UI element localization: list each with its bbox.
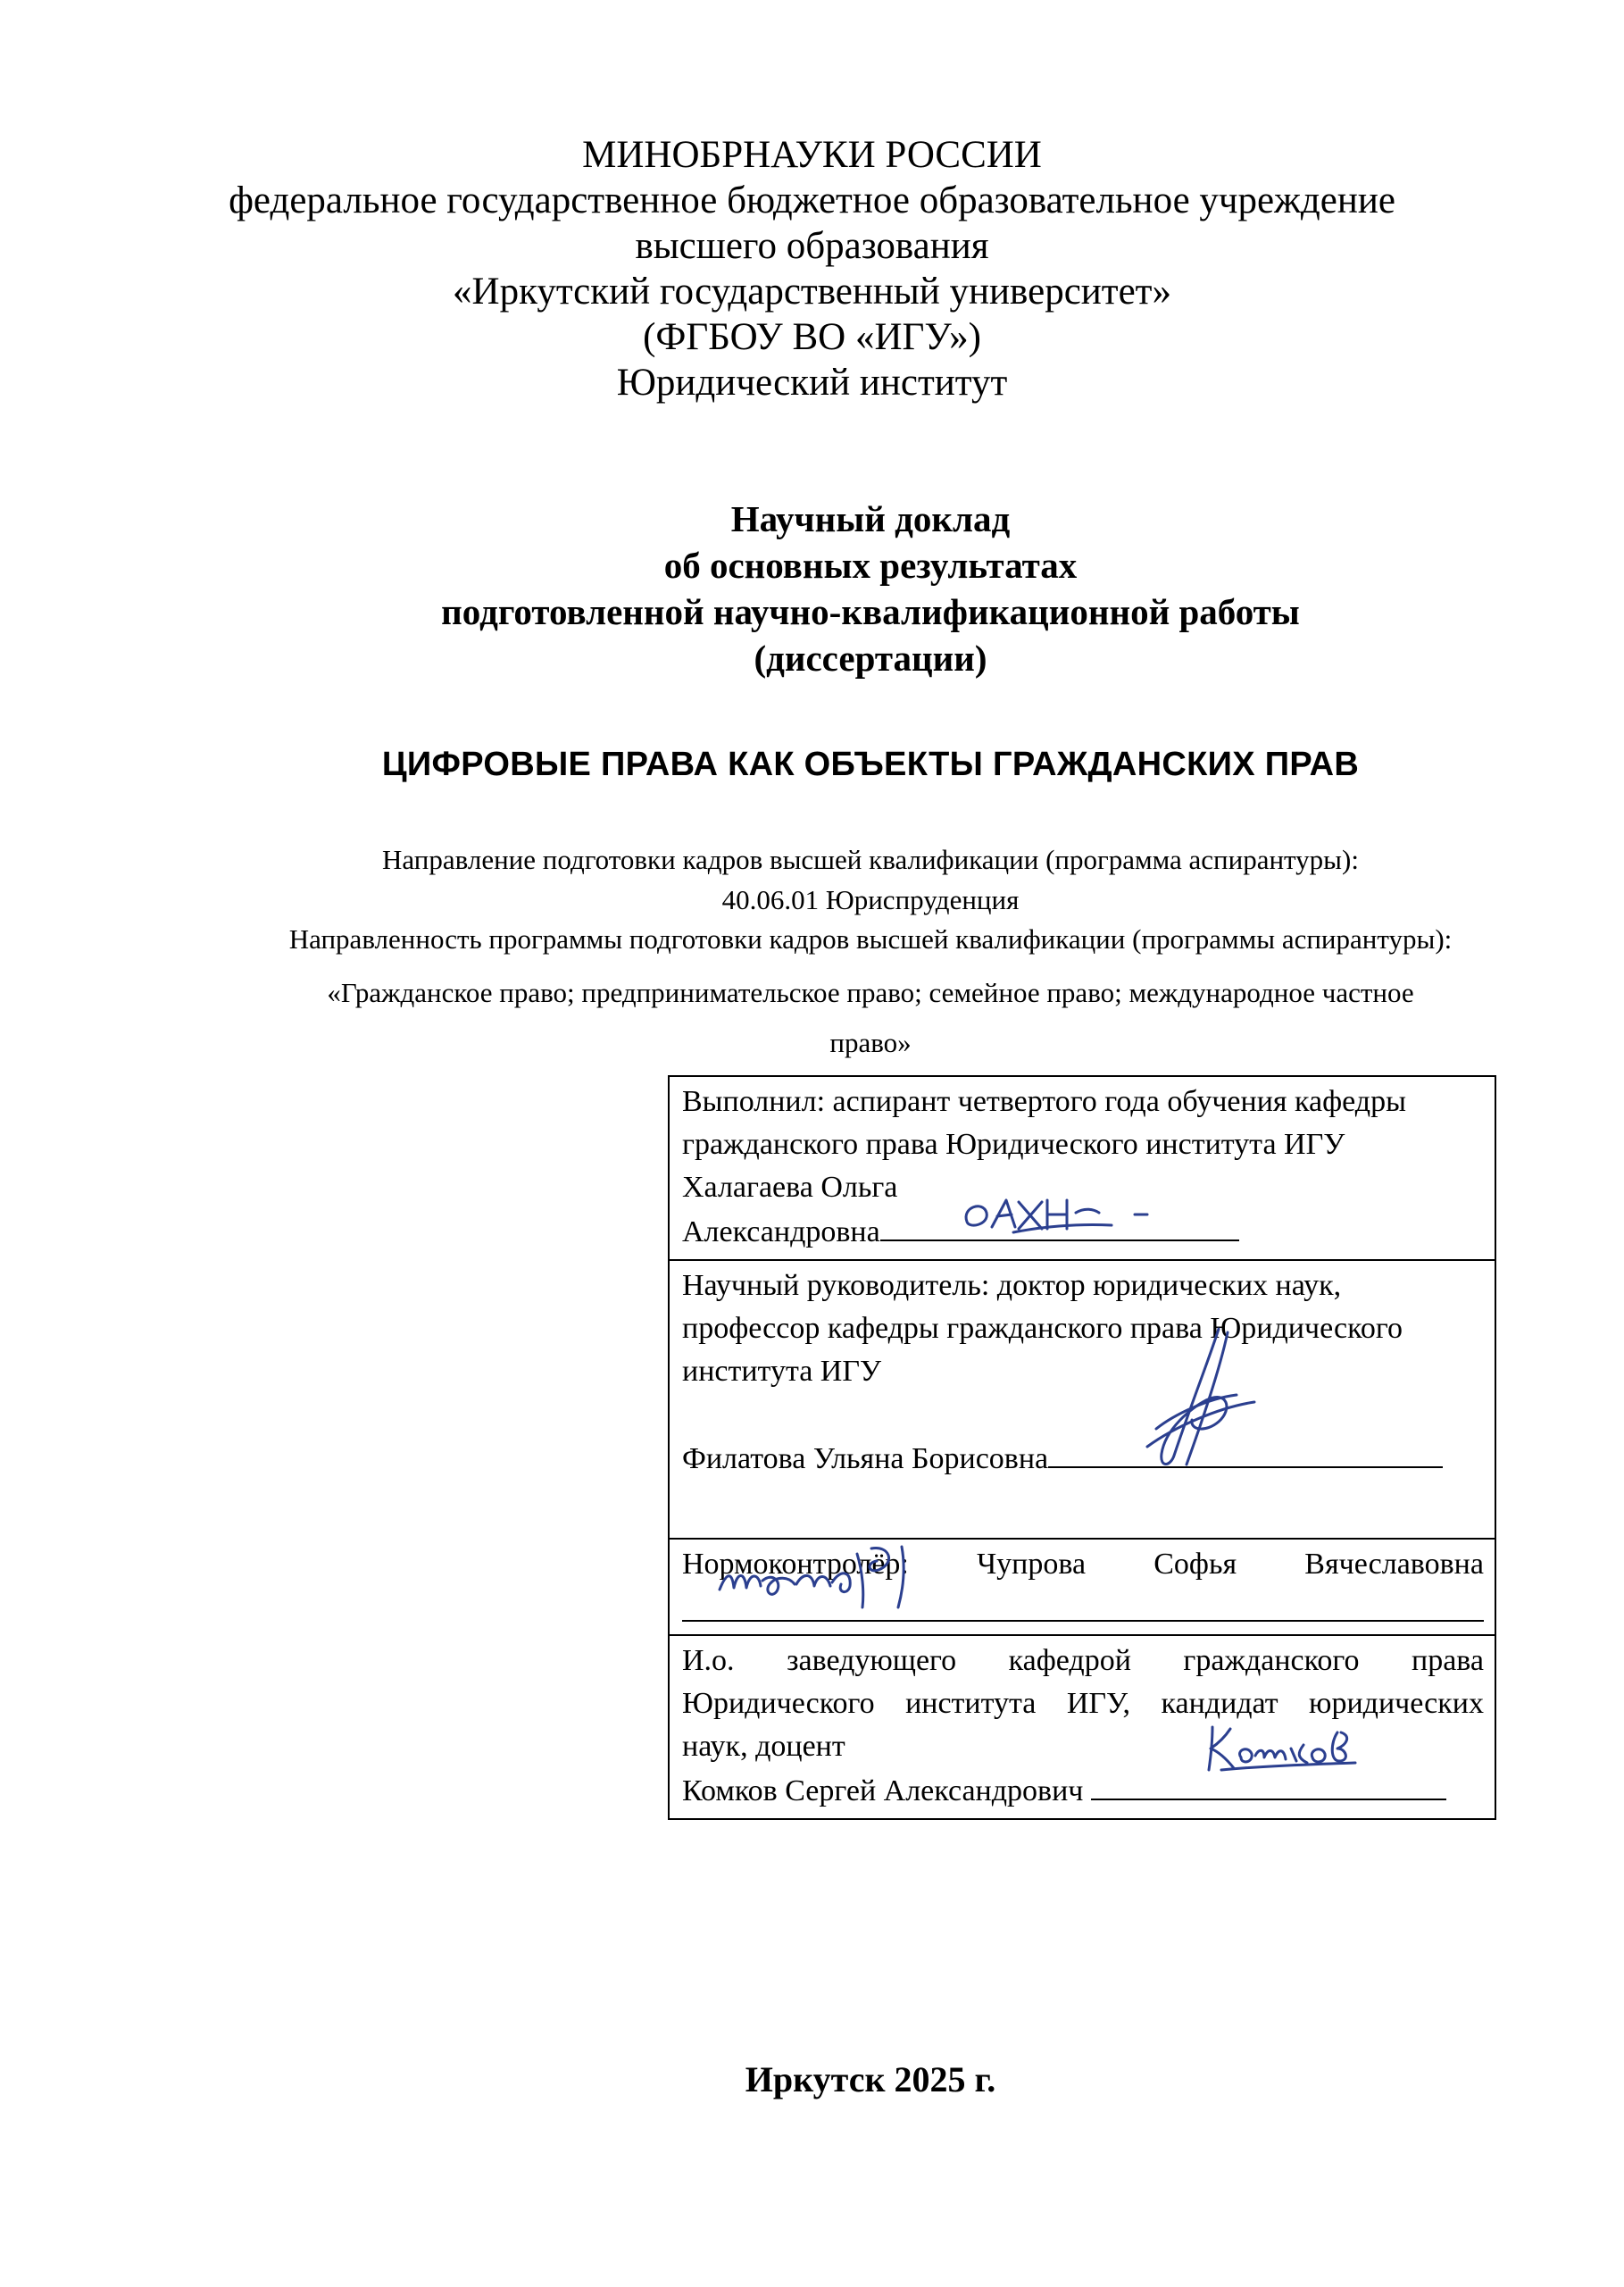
head-signature-line	[1091, 1768, 1446, 1800]
head-row	[669, 1635, 1495, 1819]
normcontrol-cell	[669, 1539, 1495, 1635]
supervisor-line-3: института ИГУ	[682, 1355, 882, 1388]
normcontrol-patronymic: Вячеславовна	[1304, 1548, 1484, 1581]
city-year: Иркутск 2025 г.	[745, 2059, 996, 2099]
university-name: «Иркутский государственный университет»	[453, 271, 1171, 313]
supervisor-name: Филатова Ульяна Борисовна	[682, 1442, 1049, 1475]
supervisor-line-2: профессор кафедры гражданского права Юридического	[682, 1312, 1403, 1345]
supervisor-signature-line	[1048, 1436, 1443, 1468]
normcontrol-first-name: Софья	[1153, 1548, 1237, 1581]
focus-value-line-1: «Гражданское право; предпринимательское право; семейное право; международное частное	[327, 977, 1414, 1008]
focus-label: Направленность программы подготовки кадров высшей квалификации (программы аспирантуры):	[288, 923, 1453, 955]
head-word-4: гражданского	[1183, 1644, 1360, 1677]
head-name: Комков Сергей Александрович	[682, 1774, 1084, 1807]
performer-name-end: Александровна	[682, 1215, 880, 1248]
performer-line-2: гражданского права Юридического института ИГУ	[682, 1128, 1345, 1161]
head-word-5: права	[1412, 1644, 1484, 1677]
performer-signature-line	[880, 1209, 1239, 1241]
report-line-2: об основных результатах	[663, 545, 1078, 586]
normcontrol-line	[682, 1543, 1484, 1586]
performer-row	[669, 1076, 1495, 1260]
report-line-4: (диссертации)	[754, 638, 987, 679]
report-line-3: подготовленной научно-квалификационной работы	[441, 591, 1300, 632]
head-name-line	[682, 1768, 1484, 1813]
report-heading	[0, 496, 1624, 681]
direction-value: 40.06.01 Юриспруденция	[721, 884, 1020, 915]
supervisor-row	[669, 1260, 1495, 1539]
supervisor-cell	[669, 1260, 1495, 1539]
head-line-1	[682, 1640, 1484, 1682]
normcontrol-row	[669, 1539, 1495, 1635]
normcontrol-signature-line	[682, 1581, 1484, 1622]
head-word-3: кафедрой	[1008, 1644, 1131, 1677]
performer-cell	[669, 1076, 1495, 1260]
head-cell	[669, 1635, 1495, 1819]
supervisor-name-line	[682, 1436, 1484, 1481]
focus-value-line-2: право»	[829, 1027, 912, 1058]
education-level: высшего образования	[635, 225, 989, 267]
head-word-1: И.о.	[682, 1644, 735, 1677]
signature-table	[668, 1075, 1496, 1820]
performer-line-4	[682, 1209, 1484, 1254]
head-word-2: заведующего	[787, 1644, 957, 1677]
performer-line-1: Выполнил: аспирант четвертого года обучения кафедры	[682, 1085, 1406, 1118]
normcontrol-label: Нормоконтролёр:	[682, 1548, 909, 1581]
head-line-2: Юридического института ИГУ, кандидат юридических	[682, 1687, 1484, 1720]
university-abbreviation: (ФГБОУ ВО «ИГУ»)	[643, 316, 981, 358]
ministry-name: МИНОБРНАУКИ РОССИИ	[582, 134, 1042, 176]
institution-header	[0, 132, 1624, 405]
direction-label: Направление подготовки кадров высшей квалификации (программа аспирантуры):	[382, 844, 1359, 875]
supervisor-line-1: Научный руководитель: доктор юридических наук,	[682, 1269, 1342, 1302]
report-line-1: Научный доклад	[730, 498, 1011, 539]
performer-line-3: Халагаева Ольга	[682, 1171, 898, 1204]
institution-type: федеральное государственное бюджетное образовательное учреждение	[229, 179, 1395, 221]
normcontrol-surname: Чупрова	[977, 1548, 1087, 1581]
institute-name: Юридический институт	[616, 362, 1008, 404]
head-line-3: наук, доцент	[682, 1730, 845, 1763]
dissertation-title: ЦИФРОВЫЕ ПРАВА КАК ОБЪЕКТЫ ГРАЖДАНСКИХ ПРАВ	[381, 746, 1360, 783]
